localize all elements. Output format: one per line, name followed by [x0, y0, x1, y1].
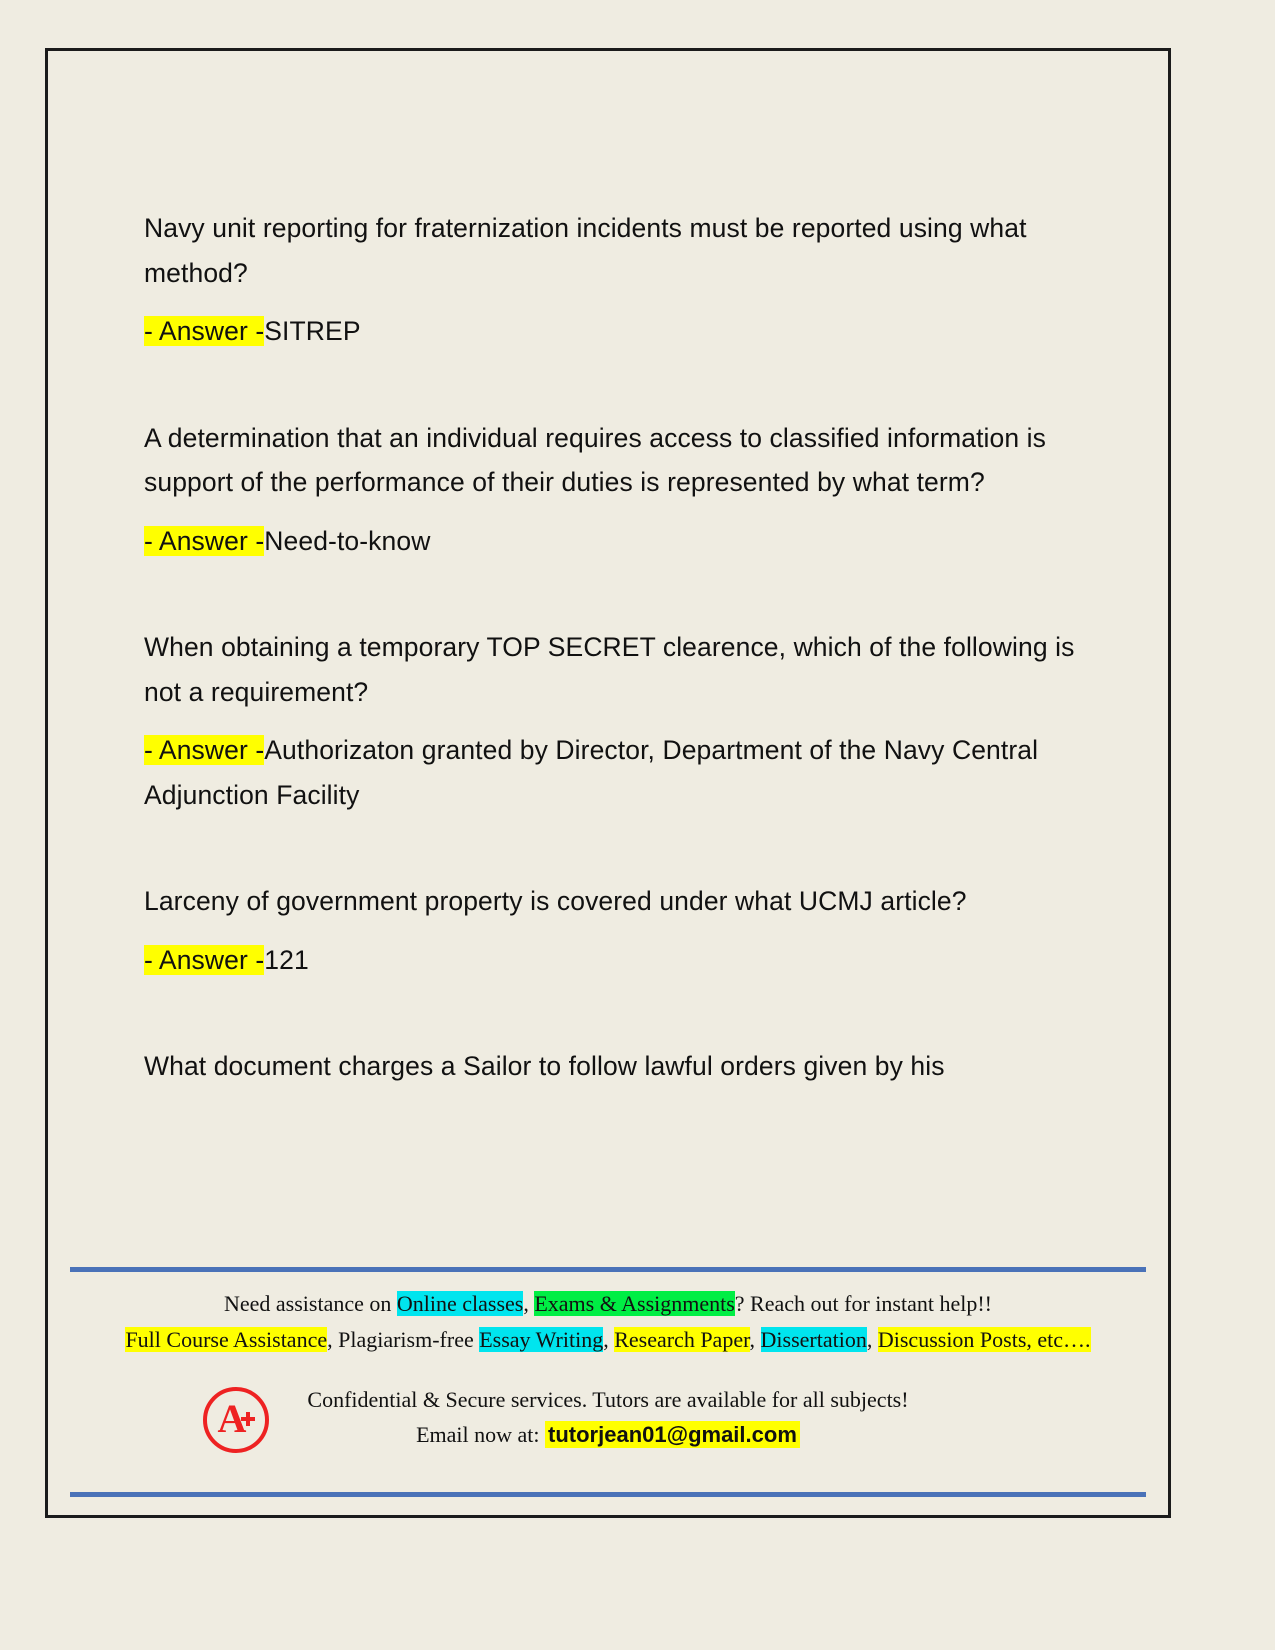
answer-value: Authorizaton granted by Director, Department of the Navy Central Adjunction Facility: [144, 735, 1039, 810]
promo-sep: ,: [749, 1326, 761, 1352]
a-plus-badge-icon: [200, 1384, 272, 1456]
promo-highlight-full-course: Full Course Assistance: [125, 1326, 328, 1352]
answer-text: [144, 309, 1084, 354]
answer-text: [144, 519, 1084, 564]
answer-value: SITREP: [264, 316, 361, 347]
promo-highlight-online-classes: Online classes: [396, 1291, 524, 1316]
footer-tagline: Confidential & Secure services. Tutors are available for all subjects!: [307, 1386, 909, 1412]
qa-item: [144, 1044, 1084, 1089]
question-text: Navy unit reporting for fraternization incidents must be reported using what method?: [144, 213, 1027, 288]
question-text: A determination that an individual requires access to classified information is support of the performance of their duties is represented by what term?: [144, 422, 1047, 498]
qa-item: [144, 879, 1084, 982]
promo-sep: ,: [603, 1326, 615, 1352]
answer-text: [144, 938, 1084, 983]
footer-contact: [70, 1382, 1146, 1452]
promo-highlight-essay-writing: Essay Writing: [479, 1326, 604, 1352]
answer-text: [144, 728, 1084, 817]
promo-highlight-exams-assignments: Exams & Assignments: [534, 1291, 735, 1316]
qa-item: [144, 416, 1084, 564]
email-prefix: Email now at:: [416, 1421, 540, 1447]
footer-rule-top: [70, 1267, 1146, 1272]
document-body: [144, 206, 1084, 1151]
promo-highlight-research-paper: Research Paper: [614, 1326, 750, 1352]
qa-item: [144, 625, 1084, 817]
question-text: Larceny of government property is covered under what UCMJ article?: [144, 886, 967, 917]
question-text: What document charges a Sailor to follow lawful orders given by his: [144, 1051, 945, 1082]
answer-value: Need-to-know: [264, 525, 431, 556]
footer-rule-bottom: [70, 1492, 1146, 1497]
question-text: When obtaining a temporary TOP SECRET clearence, which of the following is not a requirement?: [144, 632, 1075, 707]
promo-text: , Plagiarism-free: [327, 1326, 480, 1352]
answer-label: - Answer -: [144, 316, 265, 347]
promo-text: Need assistance on: [223, 1291, 397, 1316]
promo-highlight-discussion-posts: Discussion Posts, etc….: [877, 1326, 1091, 1352]
svg-text:A: A: [217, 1395, 247, 1441]
email-address[interactable]: tutorjean01@gmail.com: [545, 1421, 800, 1448]
promo-text-end: ? Reach out for instant help!!: [734, 1291, 992, 1316]
promo-sep: ,: [866, 1326, 878, 1352]
answer-value: 121: [264, 944, 309, 975]
document-page: [45, 48, 1171, 1518]
answer-label: - Answer -: [144, 944, 265, 975]
promo-sep: ,: [523, 1291, 535, 1316]
qa-item: [144, 206, 1084, 354]
promo-footer: [70, 1267, 1146, 1497]
footer-promo-line-1: [70, 1288, 1146, 1320]
promo-highlight-dissertation: Dissertation: [760, 1326, 867, 1352]
footer-promo-line-2: [70, 1324, 1146, 1356]
answer-label: - Answer -: [144, 735, 265, 766]
answer-label: - Answer -: [144, 525, 265, 556]
